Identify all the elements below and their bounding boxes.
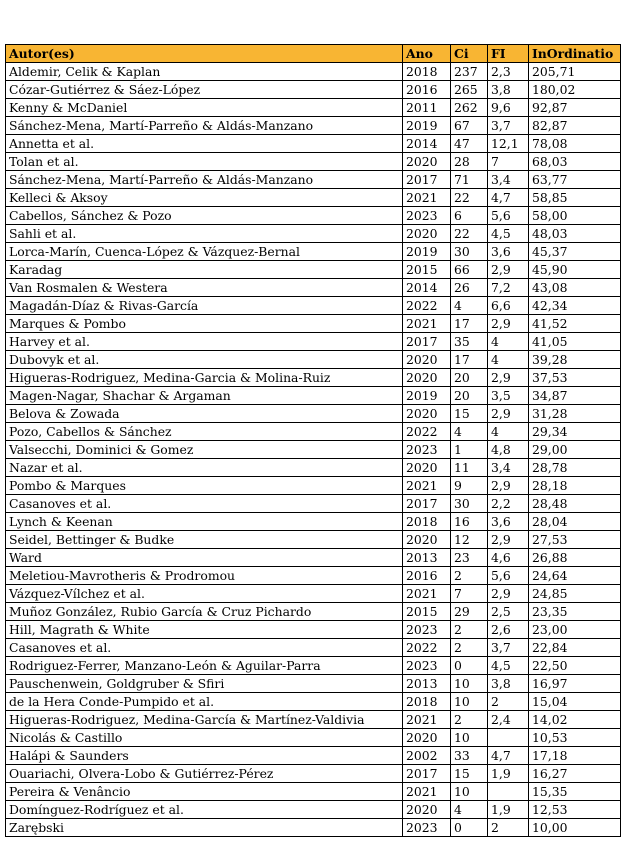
impact-factor-cell: 2 [488,693,529,711]
inordinatio-cell: 39,28 [529,351,621,369]
author-cell: Halápi & Saunders [6,747,403,765]
table-row [6,81,621,99]
table-row [6,333,621,351]
table-row [6,405,621,423]
year-cell: 2014 [403,135,451,153]
table-row [6,639,621,657]
year-cell: 2016 [403,81,451,99]
table-row [6,171,621,189]
citations-cell: 12 [451,531,488,549]
citations-cell: 6 [451,207,488,225]
impact-factor-cell: 9,6 [488,99,529,117]
table-row [6,459,621,477]
impact-factor-cell: 3,7 [488,117,529,135]
inordinatio-cell: 15,04 [529,693,621,711]
year-cell: 2011 [403,99,451,117]
impact-factor-cell: 2,9 [488,369,529,387]
table-row [6,369,621,387]
inordinatio-cell: 29,00 [529,441,621,459]
table-row [6,747,621,765]
table-row [6,477,621,495]
inordinatio-cell: 15,35 [529,783,621,801]
citations-cell: 4 [451,801,488,819]
table-row [6,711,621,729]
impact-factor-cell: 2,9 [488,585,529,603]
inordinatio-cell: 63,77 [529,171,621,189]
impact-factor-cell: 3,6 [488,513,529,531]
impact-factor-cell: 2,4 [488,711,529,729]
citations-cell: 22 [451,189,488,207]
citations-cell: 2 [451,711,488,729]
citations-cell: 23 [451,549,488,567]
header-year: Ano [403,45,451,63]
author-cell: Magadán-Díaz & Rivas-García [6,297,403,315]
author-cell: Higueras-Rodriguez, Medina-Garcia & Molina-Ruiz [6,369,403,387]
year-cell: 2018 [403,693,451,711]
header-author: Autor(es) [6,45,403,63]
table-row [6,351,621,369]
impact-factor-cell: 3,5 [488,387,529,405]
inordinatio-cell: 24,64 [529,567,621,585]
year-cell: 2020 [403,405,451,423]
inordinatio-cell: 42,34 [529,297,621,315]
impact-factor-cell: 2,3 [488,63,529,81]
header-impact-factor: FI [488,45,529,63]
inordinatio-cell: 92,87 [529,99,621,117]
author-cell: Magen-Nagar, Shachar & Argaman [6,387,403,405]
inordinatio-cell: 58,00 [529,207,621,225]
header-citations: Ci [451,45,488,63]
table-row [6,783,621,801]
author-cell: Belova & Zowada [6,405,403,423]
impact-factor-cell: 1,9 [488,801,529,819]
author-cell: Pozo, Cabellos & Sánchez [6,423,403,441]
year-cell: 2020 [403,153,451,171]
inordinatio-cell: 34,87 [529,387,621,405]
author-cell: Cózar-Gutiérrez & Sáez-López [6,81,403,99]
inordinatio-cell: 17,18 [529,747,621,765]
citations-cell: 2 [451,567,488,585]
year-cell: 2015 [403,603,451,621]
citations-cell: 10 [451,675,488,693]
inordinatio-cell: 22,84 [529,639,621,657]
citations-cell: 22 [451,225,488,243]
citations-cell: 2 [451,621,488,639]
author-cell: Meletiou-Mavrotheris & Prodromou [6,567,403,585]
ordination-table-container [5,44,620,837]
table-row [6,567,621,585]
year-cell: 2018 [403,63,451,81]
author-cell: Zarębski [6,819,403,837]
year-cell: 2017 [403,765,451,783]
citations-cell: 15 [451,405,488,423]
citations-cell: 17 [451,351,488,369]
author-cell: Ward [6,549,403,567]
author-cell: Marques & Pombo [6,315,403,333]
inordinatio-cell: 10,53 [529,729,621,747]
impact-factor-cell: 6,6 [488,297,529,315]
year-cell: 2013 [403,675,451,693]
inordinatio-cell: 45,90 [529,261,621,279]
inordinatio-cell: 205,71 [529,63,621,81]
inordinatio-cell: 10,00 [529,819,621,837]
impact-factor-cell: 2,9 [488,477,529,495]
citations-cell: 0 [451,819,488,837]
table-header-row [6,45,621,63]
author-cell: Karadag [6,261,403,279]
table-row [6,153,621,171]
author-cell: Kenny & McDaniel [6,99,403,117]
impact-factor-cell: 5,6 [488,567,529,585]
impact-factor-cell: 3,6 [488,243,529,261]
year-cell: 2020 [403,225,451,243]
citations-cell: 67 [451,117,488,135]
year-cell: 2023 [403,621,451,639]
inordinatio-cell: 180,02 [529,81,621,99]
author-cell: Sánchez-Mena, Martí-Parreño & Aldás-Manzano [6,117,403,135]
table-row [6,423,621,441]
inordinatio-cell: 28,48 [529,495,621,513]
citations-cell: 28 [451,153,488,171]
author-cell: Pauschenwein, Goldgruber & Sfiri [6,675,403,693]
table-row [6,603,621,621]
year-cell: 2022 [403,423,451,441]
citations-cell: 9 [451,477,488,495]
table-row [6,675,621,693]
inordinatio-cell: 29,34 [529,423,621,441]
impact-factor-cell: 2,2 [488,495,529,513]
impact-factor-cell: 2 [488,819,529,837]
year-cell: 2018 [403,513,451,531]
impact-factor-cell: 7,2 [488,279,529,297]
citations-cell: 20 [451,387,488,405]
impact-factor-cell: 3,8 [488,675,529,693]
inordinatio-cell: 78,08 [529,135,621,153]
table-row [6,225,621,243]
author-cell: Lynch & Keenan [6,513,403,531]
year-cell: 2002 [403,747,451,765]
year-cell: 2017 [403,333,451,351]
inordinatio-cell: 41,05 [529,333,621,351]
author-cell: Aldemir, Celik & Kaplan [6,63,403,81]
citations-cell: 29 [451,603,488,621]
inordinatio-cell: 58,85 [529,189,621,207]
year-cell: 2021 [403,585,451,603]
inordinatio-cell: 37,53 [529,369,621,387]
year-cell: 2019 [403,117,451,135]
impact-factor-cell: 4,5 [488,225,529,243]
inordinatio-cell: 82,87 [529,117,621,135]
author-cell: Casanoves et al. [6,495,403,513]
table-row [6,99,621,117]
author-cell: Sahli et al. [6,225,403,243]
author-cell: Nazar et al. [6,459,403,477]
citations-cell: 4 [451,423,488,441]
table-row [6,297,621,315]
inordinatio-cell: 43,08 [529,279,621,297]
impact-factor-cell: 4,7 [488,189,529,207]
impact-factor-cell: 5,6 [488,207,529,225]
author-cell: Annetta et al. [6,135,403,153]
table-row [6,801,621,819]
inordinatio-cell: 14,02 [529,711,621,729]
table-body [6,63,621,837]
author-cell: Valsecchi, Dominici & Gomez [6,441,403,459]
table-row [6,243,621,261]
citations-cell: 237 [451,63,488,81]
citations-cell: 10 [451,783,488,801]
author-cell: Vázquez-Vílchez et al. [6,585,403,603]
impact-factor-cell: 3,4 [488,171,529,189]
citations-cell: 15 [451,765,488,783]
citations-cell: 33 [451,747,488,765]
table-row [6,621,621,639]
ordination-table [5,44,621,837]
year-cell: 2021 [403,189,451,207]
table-row [6,63,621,81]
impact-factor-cell: 2,9 [488,315,529,333]
author-cell: Ouariachi, Olvera-Lobo & Gutiérrez-Pérez [6,765,403,783]
table-row [6,207,621,225]
impact-factor-cell: 4,7 [488,747,529,765]
table-row [6,387,621,405]
impact-factor-cell: 4,8 [488,441,529,459]
inordinatio-cell: 22,50 [529,657,621,675]
year-cell: 2020 [403,459,451,477]
inordinatio-cell: 12,53 [529,801,621,819]
table-row [6,693,621,711]
year-cell: 2022 [403,639,451,657]
citations-cell: 7 [451,585,488,603]
impact-factor-cell: 2,9 [488,405,529,423]
table-row [6,117,621,135]
table-row [6,765,621,783]
impact-factor-cell: 4,6 [488,549,529,567]
citations-cell: 2 [451,639,488,657]
inordinatio-cell: 68,03 [529,153,621,171]
impact-factor-cell: 3,4 [488,459,529,477]
year-cell: 2021 [403,315,451,333]
table-row [6,441,621,459]
table-row [6,585,621,603]
inordinatio-cell: 24,85 [529,585,621,603]
table-row [6,279,621,297]
citations-cell: 11 [451,459,488,477]
year-cell: 2020 [403,369,451,387]
year-cell: 2019 [403,243,451,261]
year-cell: 2023 [403,819,451,837]
year-cell: 2022 [403,297,451,315]
author-cell: Domínguez-Rodríguez et al. [6,801,403,819]
impact-factor-cell: 7 [488,153,529,171]
impact-factor-cell: 2,9 [488,261,529,279]
author-cell: Seidel, Bettinger & Budke [6,531,403,549]
citations-cell: 265 [451,81,488,99]
inordinatio-cell: 26,88 [529,549,621,567]
citations-cell: 10 [451,693,488,711]
author-cell: Higueras-Rodriguez, Medina-García & Martínez-Valdivia [6,711,403,729]
citations-cell: 4 [451,297,488,315]
impact-factor-cell: 4 [488,333,529,351]
year-cell: 2021 [403,783,451,801]
table-row [6,189,621,207]
year-cell: 2023 [403,657,451,675]
citations-cell: 262 [451,99,488,117]
table-row [6,657,621,675]
author-cell: Cabellos, Sánchez & Pozo [6,207,403,225]
author-cell: Hill, Magrath & White [6,621,403,639]
year-cell: 2015 [403,261,451,279]
citations-cell: 20 [451,369,488,387]
inordinatio-cell: 28,18 [529,477,621,495]
impact-factor-cell: 1,9 [488,765,529,783]
year-cell: 2020 [403,351,451,369]
citations-cell: 16 [451,513,488,531]
table-row [6,531,621,549]
year-cell: 2021 [403,711,451,729]
year-cell: 2020 [403,801,451,819]
table-row [6,315,621,333]
impact-factor-cell: 2,6 [488,621,529,639]
year-cell: 2014 [403,279,451,297]
author-cell: Pereira & Venâncio [6,783,403,801]
author-cell: Tolan et al. [6,153,403,171]
inordinatio-cell: 31,28 [529,405,621,423]
year-cell: 2020 [403,729,451,747]
citations-cell: 30 [451,495,488,513]
impact-factor-cell [488,783,529,801]
table-row [6,495,621,513]
author-cell: Muñoz González, Rubio García & Cruz Pichardo [6,603,403,621]
inordinatio-cell: 41,52 [529,315,621,333]
table-row [6,513,621,531]
citations-cell: 0 [451,657,488,675]
impact-factor-cell: 3,8 [488,81,529,99]
table-row [6,549,621,567]
citations-cell: 1 [451,441,488,459]
year-cell: 2023 [403,207,451,225]
author-cell: Casanoves et al. [6,639,403,657]
inordinatio-cell: 27,53 [529,531,621,549]
inordinatio-cell: 16,97 [529,675,621,693]
author-cell: de la Hera Conde-Pumpido et al. [6,693,403,711]
impact-factor-cell: 3,7 [488,639,529,657]
citations-cell: 30 [451,243,488,261]
inordinatio-cell: 23,00 [529,621,621,639]
inordinatio-cell: 28,04 [529,513,621,531]
impact-factor-cell: 12,1 [488,135,529,153]
table-row [6,819,621,837]
citations-cell: 17 [451,315,488,333]
year-cell: 2019 [403,387,451,405]
year-cell: 2017 [403,171,451,189]
author-cell: Nicolás & Castillo [6,729,403,747]
year-cell: 2021 [403,477,451,495]
author-cell: Kelleci & Aksoy [6,189,403,207]
author-cell: Van Rosmalen & Westera [6,279,403,297]
year-cell: 2017 [403,495,451,513]
citations-cell: 26 [451,279,488,297]
author-cell: Harvey et al. [6,333,403,351]
table-row [6,135,621,153]
table-row [6,729,621,747]
year-cell: 2013 [403,549,451,567]
impact-factor-cell: 4,5 [488,657,529,675]
inordinatio-cell: 23,35 [529,603,621,621]
inordinatio-cell: 16,27 [529,765,621,783]
citations-cell: 66 [451,261,488,279]
author-cell: Dubovyk et al. [6,351,403,369]
citations-cell: 35 [451,333,488,351]
year-cell: 2020 [403,531,451,549]
author-cell: Sánchez-Mena, Martí-Parreño & Aldás-Manzano [6,171,403,189]
year-cell: 2023 [403,441,451,459]
year-cell: 2016 [403,567,451,585]
table-row [6,261,621,279]
inordinatio-cell: 45,37 [529,243,621,261]
header-inordinatio: InOrdinatio [529,45,621,63]
citations-cell: 10 [451,729,488,747]
author-cell: Rodriguez-Ferrer, Manzano-León & Aguilar-Parra [6,657,403,675]
impact-factor-cell: 4 [488,423,529,441]
inordinatio-cell: 48,03 [529,225,621,243]
impact-factor-cell: 4 [488,351,529,369]
citations-cell: 71 [451,171,488,189]
impact-factor-cell: 2,5 [488,603,529,621]
inordinatio-cell: 28,78 [529,459,621,477]
impact-factor-cell: 2,9 [488,531,529,549]
citations-cell: 47 [451,135,488,153]
author-cell: Pombo & Marques [6,477,403,495]
author-cell: Lorca-Marín, Cuenca-López & Vázquez-Bernal [6,243,403,261]
impact-factor-cell [488,729,529,747]
